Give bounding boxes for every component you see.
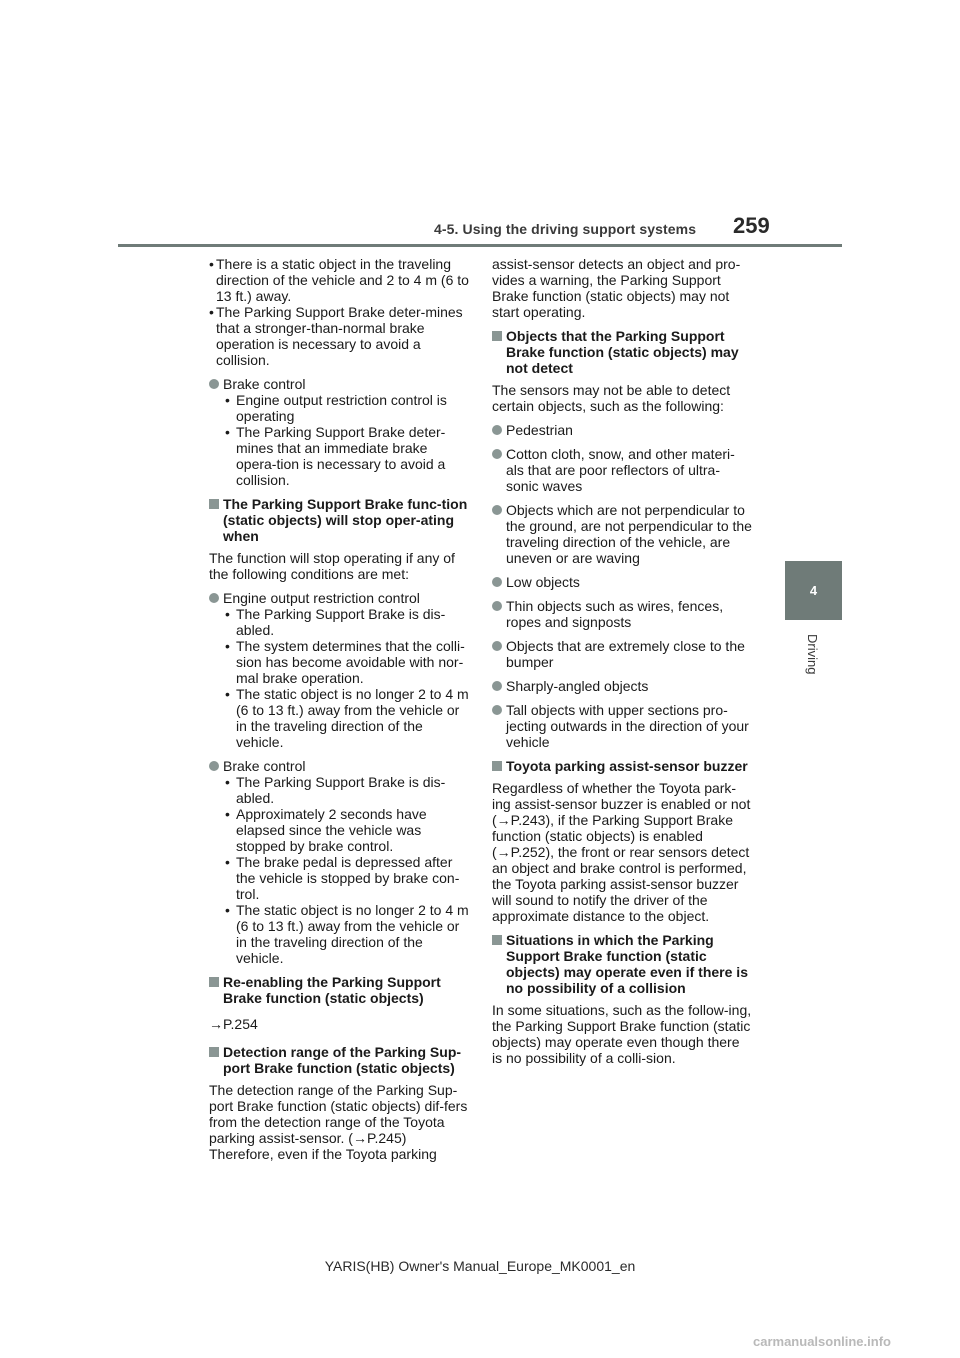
section-heading: Toyota parking assist-sensor buzzer: [492, 758, 752, 774]
square-bullet-icon: [209, 977, 219, 987]
footer: YARIS(HB) Owner's Manual_Europe_MK0001_en: [324, 1258, 636, 1274]
list-item: Sharply-angled objects: [492, 678, 752, 694]
circle-bullet-icon: [209, 761, 219, 771]
circle-bullet-icon: [492, 601, 502, 611]
list-item: Low objects: [492, 574, 752, 590]
engine-restriction-item: Engine output restriction control • The Parking Support Brake is dis-abled. • The system determines that the colli-sion has become avoidable with nor-mal brake operation. • The static object is no longer 2 to 4 m (6 to 13 ft.) away from the vehicle or in the traveling direction of the vehicle.: [209, 590, 469, 750]
paragraph: The detection range of the Parking Sup-port Brake function (static objects) dif-fers from the detection range of the Toyota parking assist-sensor. (→P.245) Therefore, even if the Toyota parking: [209, 1082, 468, 1162]
list-item: • The brake pedal is depressed after the vehicle is stopped by brake con-trol.: [225, 854, 460, 902]
circle-bullet-icon: [492, 505, 502, 515]
paragraph: In some situations, such as the follow-ing, the Parking Support Brake function (static objects) may operate even though there is no possibility of a colli-sion.: [492, 1002, 752, 1066]
brake-control-item: Brake control • The Parking Support Brake is dis-abled. • Approximately 2 seconds have elapsed since the vehicle was stopped by brake control. • The brake pedal is depressed after the vehicle is stopped by brake con-trol. • The static object is no longer 2 to 4 m (6 to 13 ft.) away from the vehicle or in the traveling direction of the vehicle.: [209, 758, 469, 966]
list-item: • The Parking Support Brake deter-mines that an immediate brake opera-tion is necessary to avoid a collision.: [225, 424, 446, 488]
paragraph: assist-sensor detects an object and pro-vides a warning, the Parking Support Brake function (static objects) may not start operating.: [492, 256, 741, 320]
list-item: Tall objects with upper sections pro-jecting outwards in the direction of your vehicle: [492, 702, 752, 750]
list-item: • The static object is no longer 2 to 4 m (6 to 13 ft.) away from the vehicle or in the traveling direction of the vehicle.: [225, 902, 469, 966]
list-item: Objects which are not perpendicular to the ground, are not perpendicular to the traveling direction of the vehicle, are uneven or are waving: [492, 502, 752, 566]
list-item: • There is a static object in the traveling direction of the vehicle and 2 to 4 m (6 to 13 ft.) away.: [209, 256, 469, 304]
list-item: • The Parking Support Brake is dis-abled.: [225, 774, 446, 806]
section-heading: The Parking Support Brake func-tion (static objects) will stop oper-ating when: [209, 496, 469, 544]
section-heading: Detection range of the Parking Sup-port Brake function (static objects): [209, 1044, 469, 1076]
right-column: [492, 256, 752, 1074]
chapter-tab: [785, 561, 842, 620]
circle-bullet-icon: [492, 705, 502, 715]
list-item: Objects that are extremely close to the bumper: [492, 638, 752, 670]
section-title: 4-5. Using the driving support systems: [434, 221, 697, 237]
square-bullet-icon: [492, 331, 502, 341]
circle-bullet-icon: [492, 577, 502, 587]
square-bullet-icon: [209, 1047, 219, 1057]
paragraph: The function will stop operating if any of the following conditions are met:: [209, 550, 455, 582]
circle-bullet-icon: [492, 641, 502, 651]
paragraph: The sensors may not be able to detect certain objects, such as the following:: [492, 382, 731, 414]
list-item: • The static object is no longer 2 to 4 m (6 to 13 ft.) away from the vehicle or in the traveling direction of the vehicle.: [225, 686, 469, 750]
circle-bullet-icon: [492, 449, 502, 459]
list-item: • The Parking Support Brake is dis-abled.: [225, 606, 446, 638]
circle-bullet-icon: [209, 379, 219, 389]
circle-bullet-icon: [492, 425, 502, 435]
list-item: • Engine output restriction control is operating: [225, 392, 447, 424]
square-bullet-icon: [209, 499, 219, 509]
page-number: 259: [733, 213, 770, 238]
left-column: [209, 256, 469, 1170]
list-item: Thin objects such as wires, fences, ropes and signposts: [492, 598, 752, 630]
list-item: Cotton cloth, snow, and other materi-als that are poor reflectors of ultra-sonic waves: [492, 446, 752, 494]
brake-control-item: Brake control • Engine output restriction control is operating • The Parking Support Brake deter-mines that an immediate brake opera-tion is necessary to avoid a collision.: [209, 376, 469, 488]
circle-bullet-icon: [209, 593, 219, 603]
page-reference: →P.254: [209, 1016, 258, 1032]
intro-bullets: [209, 256, 469, 368]
list-item: • Approximately 2 seconds have elapsed since the vehicle was stopped by brake control.: [225, 806, 427, 854]
circle-bullet-icon: [492, 681, 502, 691]
square-bullet-icon: [492, 761, 502, 771]
list-item: • The system determines that the colli-sion has become avoidable with nor-mal brake operation.: [225, 638, 465, 686]
chapter-label: Driving: [805, 634, 820, 675]
list-item: Pedestrian: [492, 422, 752, 438]
list-item: • The Parking Support Brake deter-mines that a stronger-than-normal brake operation is necessary to avoid a collision.: [209, 304, 463, 368]
square-bullet-icon: [492, 935, 502, 945]
section-heading: Re-enabling the Parking Support Brake function (static objects): [209, 974, 469, 1006]
chapter-number: 4: [809, 583, 818, 598]
paragraph: Regardless of whether the Toyota park-ing assist-sensor buzzer is enabled or not (→P.243), if the Parking Support Brake function (static objects) is enabled (→P.252), the front or rear sensors detect an object and brake control is performed, the Toyota parking assist-sensor buzzer will sound to notify the driver of the approximate distance to the object.: [492, 780, 751, 924]
section-heading: Situations in which the Parking Support Brake function (static objects) may operate even if there is no possibility of a collision: [492, 932, 752, 996]
header-rule: [118, 244, 842, 247]
watermark: carmanualsonline.info: [753, 1334, 891, 1349]
section-heading: Objects that the Parking Support Brake function (static objects) may not detect: [492, 328, 752, 376]
